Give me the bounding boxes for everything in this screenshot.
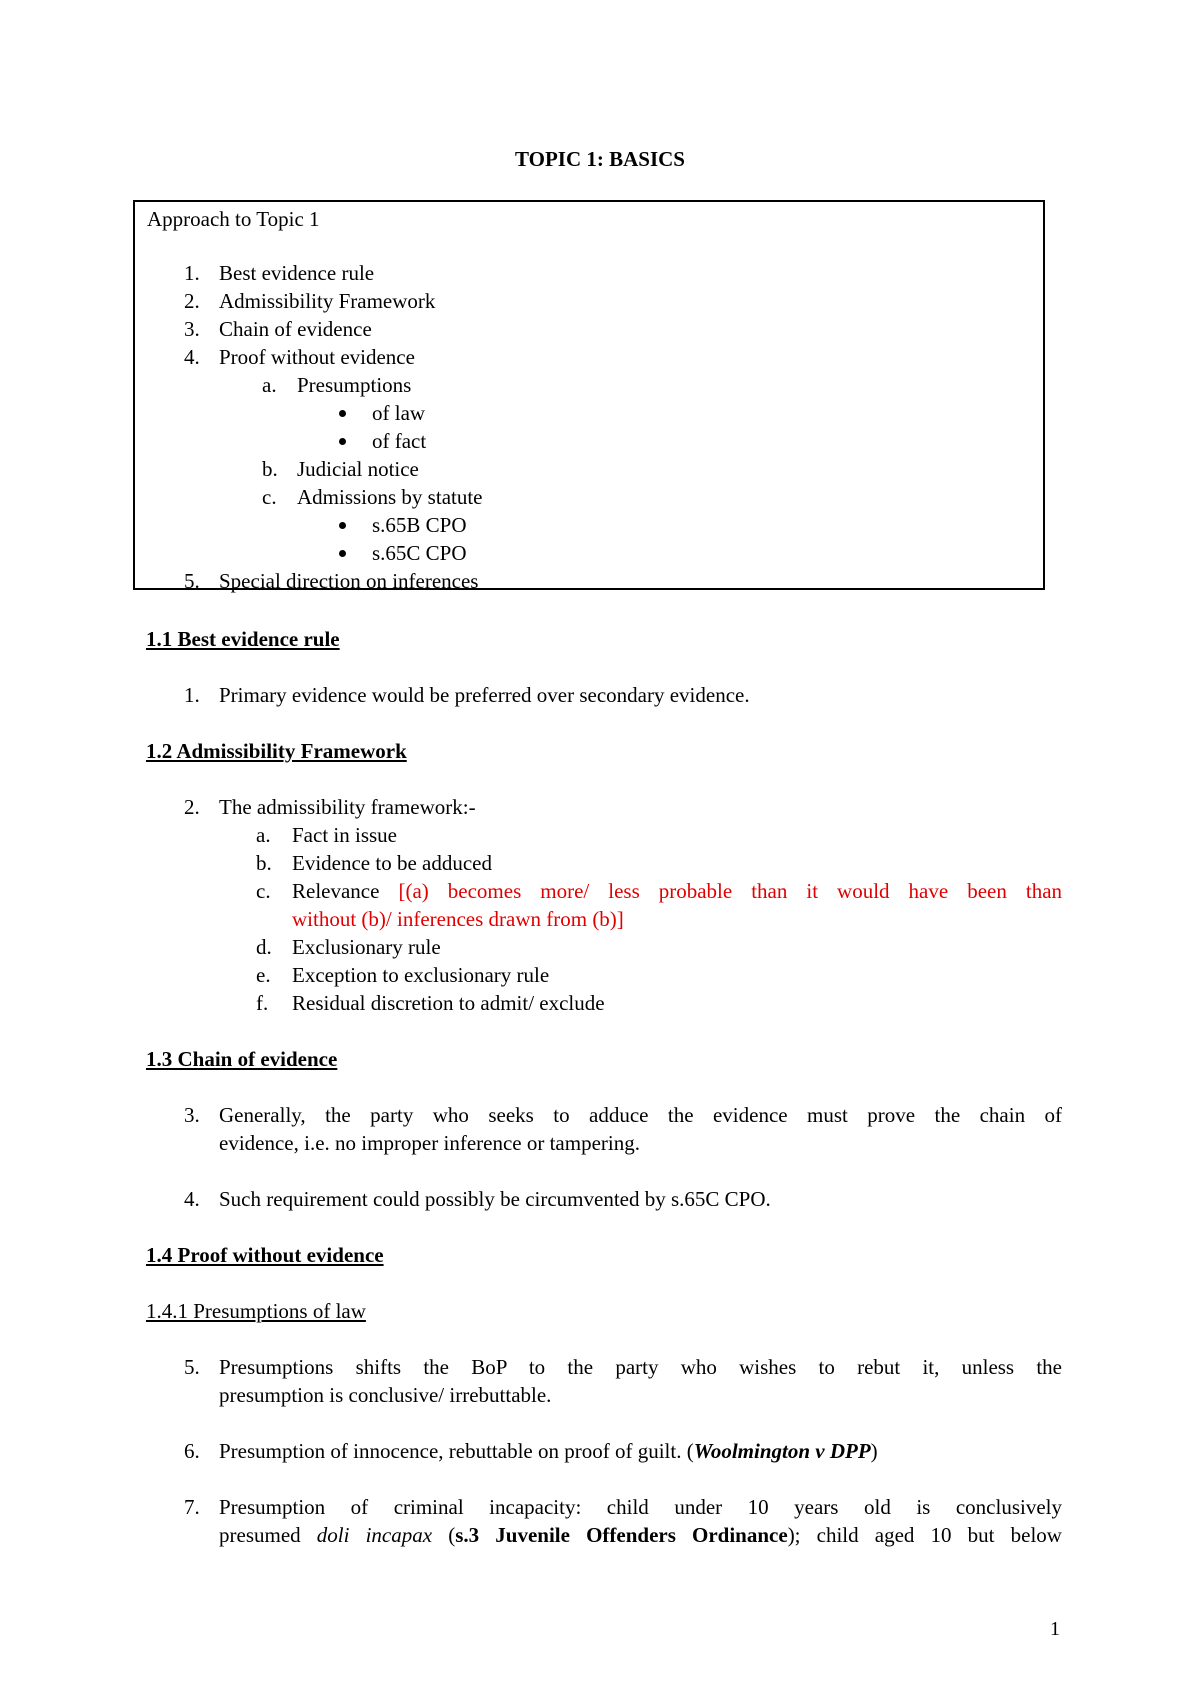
section-heading: 1.2 Admissibility Framework <box>146 739 407 763</box>
case-name: Woolmington v DPP <box>693 1439 871 1463</box>
outline-item: Admissibility Framework <box>219 289 436 313</box>
para-line <box>219 1522 1062 1548</box>
para-text: Generally, the party who seeks to adduce the evidence must prove the chain of <box>219 1103 1062 1127</box>
outline-num: b. <box>262 457 278 481</box>
outline-item: Special direction on inferences <box>219 569 479 593</box>
para-num: 2. <box>184 795 200 819</box>
outline-item: Chain of evidence <box>219 317 372 341</box>
para-text: ) <box>870 1439 878 1463</box>
bullet-icon <box>339 522 346 529</box>
outline-item: of fact <box>372 429 427 453</box>
list-item: Evidence to be adduced <box>292 851 492 875</box>
bullet-icon <box>339 438 346 445</box>
para-text: Presumption of criminal incapacity: child under 10 years old is conclusively <box>219 1495 1062 1519</box>
para-text: presumed <box>219 1523 317 1547</box>
list-num: e. <box>256 963 271 987</box>
list-item: Exception to exclusionary rule <box>292 963 550 987</box>
para-text: Such requirement could possibly be circumvented by s.65C CPO. <box>219 1187 771 1211</box>
para-text: presumption is conclusive/ irrebuttable. <box>219 1383 552 1407</box>
latin-term: doli incapax <box>316 1523 433 1547</box>
outline-item: of law <box>372 401 426 425</box>
subsection-heading: 1.4.1 Presumptions of law <box>146 1299 366 1323</box>
para-text: Primary evidence would be preferred over secondary evidence. <box>219 683 750 707</box>
list-num: b. <box>256 851 272 875</box>
outline-num: 5. <box>184 569 200 593</box>
bullet-icon <box>339 410 346 417</box>
para-text: ( <box>432 1523 456 1547</box>
para-num: 7. <box>184 1495 200 1519</box>
relevance-note: [(a) becomes more/ less probable than it would have been than <box>398 879 1063 903</box>
page-title: TOPIC 1: BASICS <box>515 147 685 171</box>
outline-num: 1. <box>184 261 200 285</box>
para-num: 6. <box>184 1439 200 1463</box>
para-num: 5. <box>184 1355 200 1379</box>
outline-item: Proof without evidence <box>219 345 415 369</box>
list-item: Fact in issue <box>292 823 397 847</box>
outline-num: c. <box>262 485 277 509</box>
outline-num: a. <box>262 373 277 397</box>
para-text: The admissibility framework:- <box>219 795 476 819</box>
list-item: Residual discretion to admit/ exclude <box>292 991 605 1015</box>
relevance-line <box>292 878 1062 904</box>
section-heading: 1.3 Chain of evidence <box>146 1047 338 1071</box>
statute-name: s.3 Juvenile Offenders Ordinance <box>455 1523 788 1547</box>
section-heading: 1.4 Proof without evidence <box>146 1243 384 1267</box>
list-num: f. <box>256 991 269 1015</box>
para-text: evidence, i.e. no improper inference or tampering. <box>219 1131 640 1155</box>
outline-item: Best evidence rule <box>219 261 375 285</box>
outline-num: 3. <box>184 317 200 341</box>
outline-item: Presumptions <box>297 373 412 397</box>
list-num: c. <box>256 879 271 903</box>
relevance-note: without (b)/ inferences drawn from (b)] <box>292 907 624 931</box>
para-line <box>219 1438 878 1464</box>
list-num: a. <box>256 823 271 847</box>
para-num: 1. <box>184 683 200 707</box>
list-item: Relevance <box>292 879 380 903</box>
outline-item: Admissions by statute <box>297 485 483 509</box>
list-item: Exclusionary rule <box>292 935 441 959</box>
outline-num: 4. <box>184 345 200 369</box>
list-num: d. <box>256 935 272 959</box>
outline-item: Judicial notice <box>297 457 419 481</box>
para-text: ); child aged 10 but below <box>787 1523 1062 1547</box>
page-number: 1 <box>1050 1618 1060 1640</box>
outline-item: s.65C CPO <box>372 541 467 565</box>
para-text: Presumptions shifts the BoP to the party who wishes to rebut it, unless the <box>219 1355 1062 1379</box>
outline-heading: Approach to Topic 1 <box>147 207 320 231</box>
section-heading: 1.1 Best evidence rule <box>146 627 340 651</box>
para-num: 3. <box>184 1103 200 1127</box>
outline-num: 2. <box>184 289 200 313</box>
outline-item: s.65B CPO <box>372 513 467 537</box>
bullet-icon <box>339 550 346 557</box>
para-text: Presumption of innocence, rebuttable on proof of guilt. ( <box>219 1439 694 1463</box>
para-num: 4. <box>184 1187 200 1211</box>
